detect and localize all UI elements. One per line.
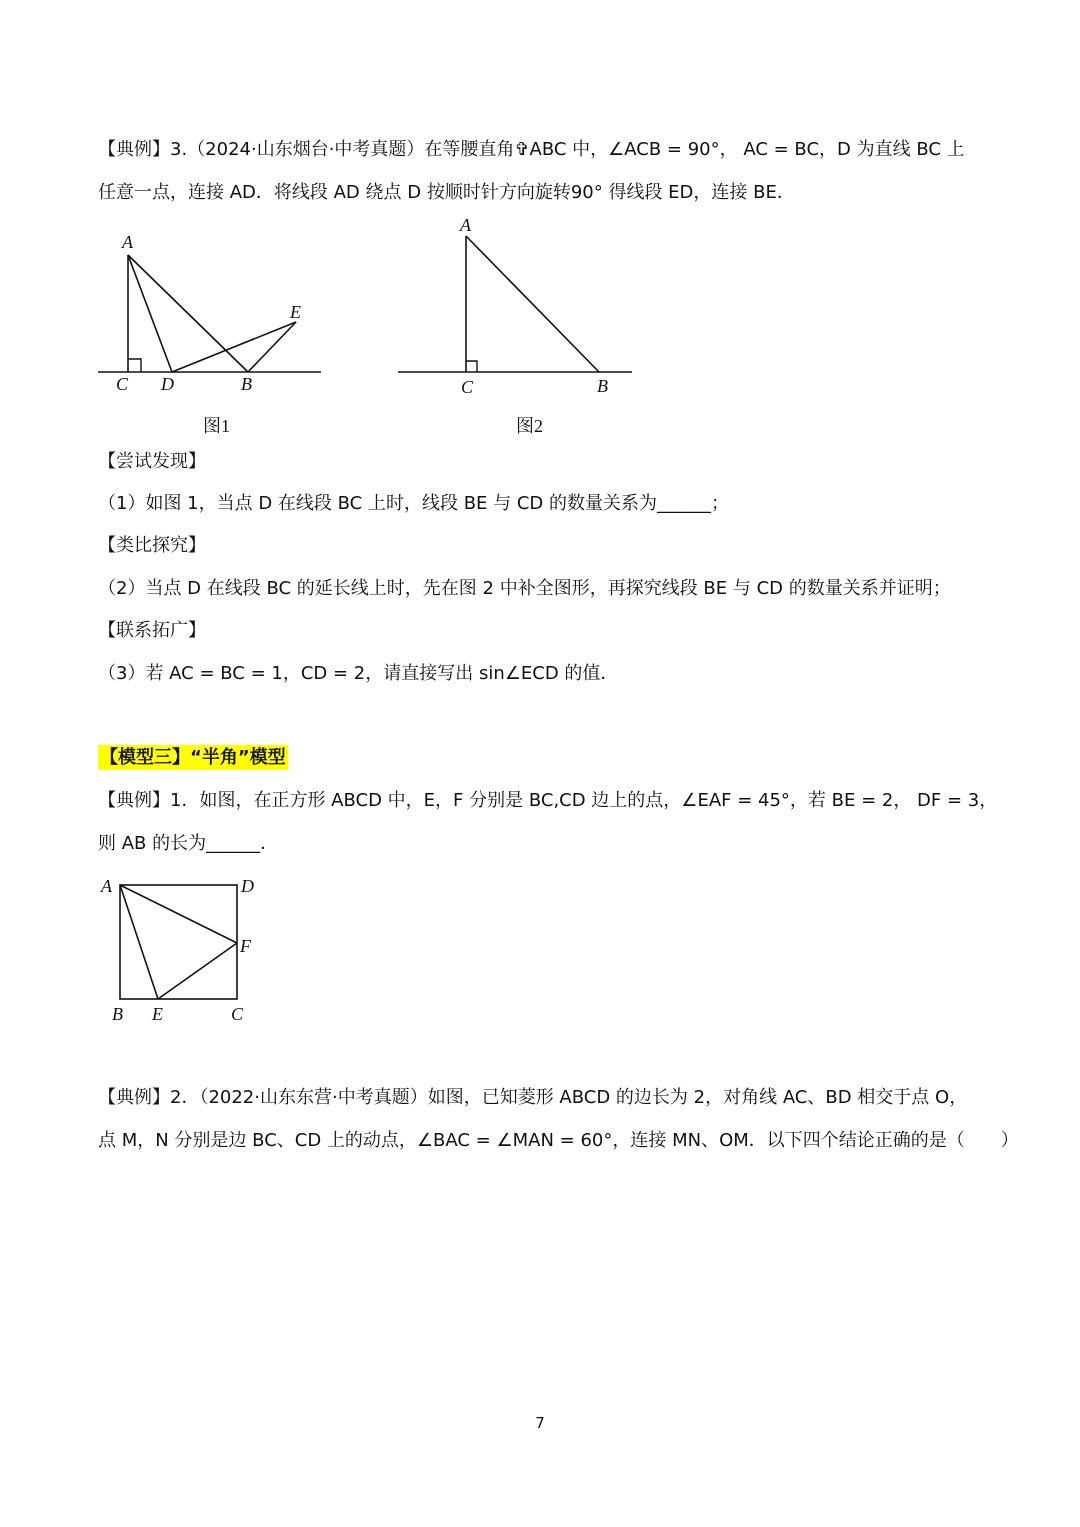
figure-square (95, 870, 270, 1034)
extend-heading: 【联系拓广】 (98, 620, 206, 641)
fig1-right-angle-mark (128, 359, 141, 372)
line-ef (158, 943, 237, 999)
fig1-label-b: B (241, 374, 252, 394)
sq-label-a: A (101, 876, 112, 896)
fig2-right-angle-mark (466, 361, 477, 372)
fig2-label-b: B (597, 376, 608, 396)
fig1-label-d: D (161, 374, 174, 394)
fig1-line-be (248, 322, 296, 372)
question-3: （3）若 AC = BC = 1，CD = 2，请直接写出 sin∠ECD 的值． (98, 663, 619, 684)
model-heading-wrap (98, 746, 288, 770)
figure-2 (395, 212, 640, 406)
example1-line1: 【典例】1．如图，在正方形 ABCD 中，E，F 分别是 BC,CD 边上的点，∠EAF = 45°，若 BE = 2， DF = 3， (98, 790, 998, 811)
fig1-line-ad (128, 255, 172, 372)
fig2-label-c: C (461, 377, 474, 397)
example3-line1: 【典例】3.（2024·山东烟台·中考真题）在等腰直角✞ABC 中，∠ACB = 90°， AC = BC，D 为直线 BC 上 (98, 139, 965, 160)
question-1: （1）如图 1，当点 D 在线段 BC 上时，线段 BE 与 CD 的数量关系为______； (98, 493, 730, 514)
sq-label-b: B (112, 1004, 123, 1024)
figure-1-caption: 图1 (203, 416, 230, 436)
try-heading: 【尝试发现】 (98, 451, 206, 472)
fig2-line-ab (466, 236, 599, 372)
line-ae (120, 885, 158, 999)
square-abcd (120, 885, 237, 999)
example3-line2: 任意一点，连接 AD．将线段 AD 绕点 D 按顺时针方向旋转90° 得线段 ED，连接 BE． (98, 182, 795, 203)
fig1-line-ab (128, 255, 248, 372)
example2-line2: 点 M，N 分别是边 BC、CD 上的动点，∠BAC = ∠MAN = 60°，连接 MN、OM．以下四个结论正确的是（ ） (98, 1130, 1019, 1151)
example1-line2: 则 AB 的长为______． (98, 833, 279, 854)
line-af (120, 885, 237, 943)
fig1-label-c: C (116, 374, 129, 394)
fig1-line-de (172, 322, 296, 372)
sq-label-d: D (241, 876, 254, 896)
question-2: （2）当点 D 在线段 BC 的延长线上时，先在图 2 中补全图形，再探究线段 BE 与 CD 的数量关系并证明； (98, 578, 951, 599)
fig1-label-a: A (122, 232, 133, 252)
fig2-label-a: A (460, 215, 471, 235)
sq-label-f: F (240, 936, 251, 956)
model-heading: 【模型三】“半角”模型 (100, 747, 286, 768)
page-number: 7 (535, 1414, 545, 1432)
sq-label-e: E (152, 1004, 163, 1024)
sq-label-c: C (231, 1004, 244, 1024)
figure-2-caption: 图2 (516, 416, 543, 436)
analogy-heading: 【类比探究】 (98, 535, 206, 556)
figure-1 (95, 228, 335, 407)
example2-line1: 【典例】2．（2022·山东东营·中考真题）如图，已知菱形 ABCD 的边长为 2，对角线 AC、BD 相交于点 O， (98, 1087, 968, 1108)
fig1-label-e: E (290, 302, 301, 322)
